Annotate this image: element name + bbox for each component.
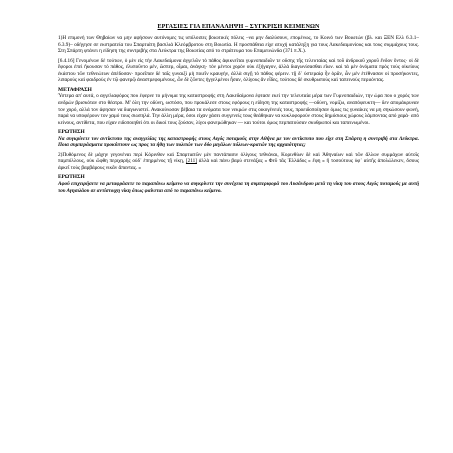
question-1-text: Να συγκρίνετε τον αντίκτυπο της αναγγελίας της καταστροφής στους Αιγός ποταμούς στην Αθήνα με τον αντίκτυπο που είχε στη Σπάρτη η συντριβή στα Λεύκτρα. Ποια συμπεράσματα προκύπτουν ως προς τα ήθη των πολιτών των δύο μεγάλων πόλεων-κρατών της αρχαιότητας; [58,135,419,149]
intro-paragraph: 1)Η επιμονή των Θηβαίων να μην αφήσουν αυτόνομες τις υπόλοιπες βοιωτικές πόλεις –να μην διαλύσουν, επομένως, το Κοινό των Βοιωτών (βλ. και ΞΕΝ Ελλ 6.3.1–6.3.9)– οδήγησε σε εκστρατεία του Σπαρτιάτη βασιλιά Κλεόμβροτου στη Βοιωτία. Η προσπάθεια είχε ατυχή κατάληξη για τους Λακεδαιμονίους και τους συμμάχους τους. Στη Σπάρτη φτάνει η είδηση της συντριβής στα Λεύκτρα της Βοιωτίας από το στράτευμα του Επαμεινώνδα (371 π.Χ.). [58,35,419,55]
translation-heading: ΜΕΤΑΦΡΑΣΗ [58,86,92,93]
section-reference: [211] [185,158,197,165]
question-2-heading: ΕΡΩΤΗΣΗ [58,174,85,181]
translation-paragraph: Ύστερα απ' αυτά, ο αγγελιαφόρος που έφερνε το μήνυμα της καταστροφής στη Λακεδαίμονα έφτασε εκεί την τελευταία μέρα των Γυμνοπαιδιών, την ώρα που ο χορός των ανδρών βρισκόταν στο θέατρο. Μ' όλη την οδύνη, ωστόσο, που προκάλεσε στους εφόρους η είδηση της καταστροφής —οδύνη, νομίζω, αναπόφευκτη— δεν απομάκρυναν τον χορό, αλλά τον άφησαν να διαγωνιστεί. Ανακοίνωσαν βέβαια τα ονόματα των νεκρών στις οικογένειές τους, προειδοποίησαν όμως τις γυναίκες να μη σηκώσουν φωνή, παρά να υποφέρουν τον χαμό τους σιωπηλά. Την άλλη μέρα, όσοι είχαν χάσει συγγενείς τους θεάθηκαν να κυκλοφορούν στους δημόσιους χώρους λάμποντας από χαρά· από κείνους, αντίθετα, που είχαν ειδοποιηθεί ότι οι δικοί τους ζούσαν, λίγοι φανερώθηκαν — και τούτοι όμως περπατούσαν σκυθρωποί και ταπεινωμένοι. [58,93,419,126]
greek-source-text: [6.4.16] Γενομένων δὲ τούτων, ὁ μὲν εἰς τὴν Λακεδαίμονα ἀγγελῶν τὸ πάθος ἀφικνεῖται γυμνοπαιδιῶν τε οὔσης τῆς τελευταίας καὶ τοῦ ἀνδρικοῦ χοροῦ ἔνδον ὄντος· οἱ δὲ ἔφοροι ἐπεὶ ἤκουσαν τὸ πάθος, ἐλυποῦντο μέν, ὥσπερ, οἶμαι, ἀνάγκη· τὸν μέντοι χορὸν οὐκ ἐξήγαγον, ἀλλὰ διαγωνίσασθαι εἴων. καὶ τὰ μὲν ὀνόματα πρὸς τοὺς οἰκείους ἑκάστου τῶν τεθνεώτων ἀπέδοσαν· προεῖπαν δὲ ταῖς γυναιξὶ μὴ ποιεῖν κραυγήν, ἀλλὰ σιγῇ τὸ πάθος φέρειν. τῇ δ᾽ ὑστεραίᾳ ἦν ὁρᾶν, ὧν μὲν ἐτέθνασαν οἱ προσήκοντες, λιπαροὺς καὶ φαιδροὺς ἐν τῷ φανερῷ ἀναστρεφομένους, ὧν δὲ ζῶντες ἠγγελμένοι ἦσαν, ὀλίγους ἂν εἶδες, τούτους δὲ σκυθρωποὺς καὶ ταπεινοὺς περιιόντας. [58,57,419,84]
document-title: ΕΡΓΑΣΙΕΣ ΓΙΑ ΕΠΑΝΑΛΗΨΗ – ΣΥΓΚΡΙΣΗ ΚΕΙΜΕΝΩΝ [157,24,320,30]
second-greek-text [58,152,419,172]
second-greek-text-end: ἀλλὰ καὶ πάνυ βαρὺ στενάξας « Φεῦ τᾶς Ἑλλάδος » ἔφη « ἢ τοσούτους ὑφ᾽ αὑτῆς ἀπολώλεκεν, ὅσους ἀρκεῖ τοὺς βαρβάρους νικᾶν ἅπαντας. » [58,158,419,171]
question-1-heading: ΕΡΩΤΗΣΗ [58,129,85,136]
second-greek-text-start: 2)Πυθόμενος δὲ μάχην γεγονέναι περὶ Κόρινθον καὶ Σπαρτιατῶν μὲν παντάπασιν ὀλίγους τεθνάναι, Κορινθίων δὲ καὶ Ἀθηναίων καὶ τῶν ἄλλων συμμάχων αὐτοῖς παμπόλλους, οὐκ ὤφθη περιχαρὴς οὐδ᾽ ἐπηρμένος τῇ νίκῃ, [58,151,419,165]
question-2-text: Αφού επιχειρήσετε να μεταφράσετε το παραπάνω κείμενο να συγκρίνετε την συνέχεια τη συμπεριφορά του Λυσάνδρου μετά τη νίκη του στους Αιγός ποταμούς με αυτή του Αγησιλάου σε αντίστοιχη νίκη όπως φαίνεται από το παραπάνω κείμενο. [58,181,419,194]
